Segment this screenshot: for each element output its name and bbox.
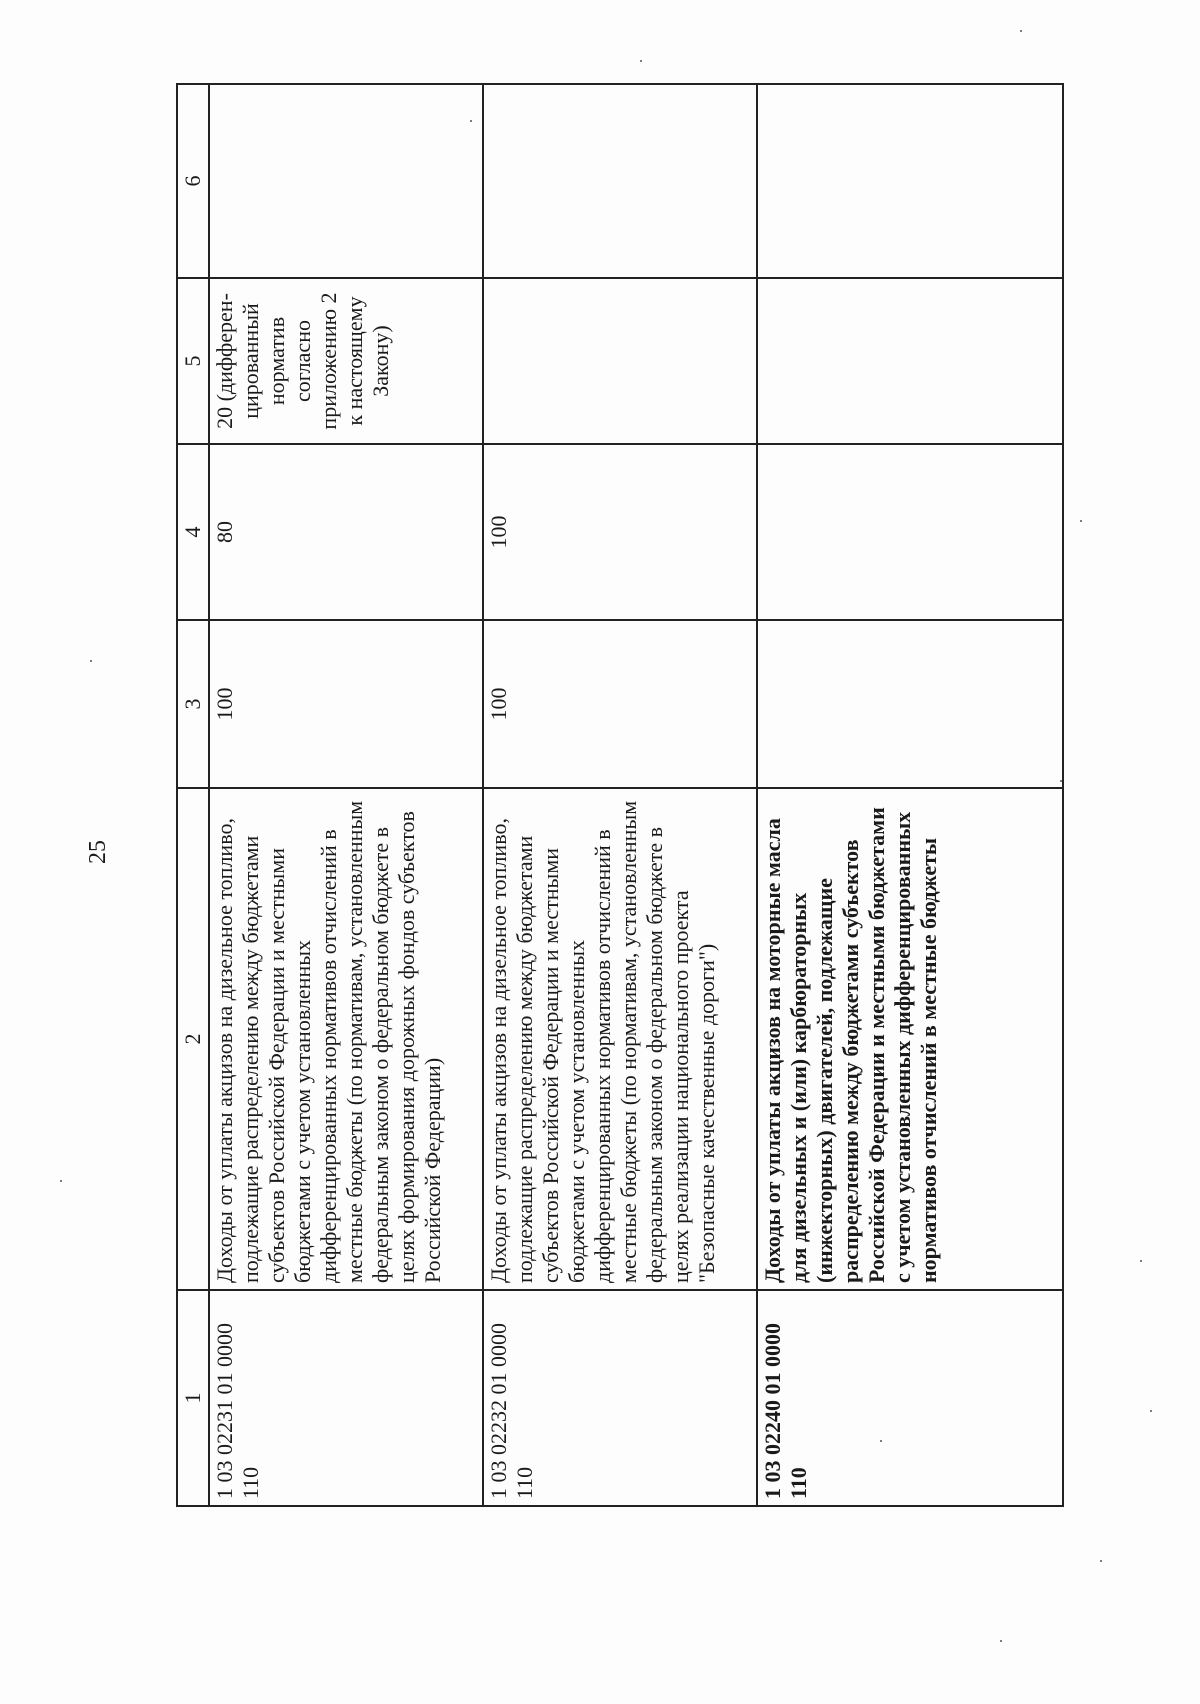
header-col-6: 6 [177,84,209,278]
scan-speck [60,1180,62,1182]
scan-speck [880,1440,882,1442]
row-col5-value [757,278,1063,444]
header-col-4: 4 [177,444,209,620]
row-col5-value: 20 (дифферен-цированный норматив согласно приложению 2 к настоящему Закону) [209,278,483,444]
row-code: 1 03 02232 01 0000 110 [483,1290,757,1506]
scan-speck [470,120,472,122]
row-col6-value [757,84,1063,278]
row-col4-value: 80 [209,444,483,620]
scan-speck [1020,30,1022,32]
scan-speck [1060,780,1062,782]
row-code: 1 03 02231 01 0000 110 [209,1290,483,1506]
row-description: Доходы от уплаты акцизов на дизельное топливо, подлежащие распределению между бюджетами субъектов Российской Федерации и местными бюджетами с учетом установленных дифференцированных нормативов отчислений в местные бюджеты (по нормативам, установленным федеральным законом о федеральном бюджете в целях формирования дорожных фондов субъектов Российской Федерации) [209,788,483,1290]
row-col5-value [483,278,757,444]
row-col3-value [757,620,1063,788]
row-col4-value: 100 [483,444,757,620]
scan-speck [1080,520,1082,522]
scan-speck [1100,1560,1102,1562]
scan-speck [640,60,642,62]
scan-speck [90,660,92,662]
row-code: 1 03 02240 01 0000 110 [757,1290,1063,1506]
row-col3-value: 100 [209,620,483,788]
scan-speck [1000,1640,1002,1642]
rotated-table-container [176,85,1086,1507]
header-col-3: 3 [177,620,209,788]
table-row [483,84,757,1506]
row-col6-value [483,84,757,278]
header-col-1: 1 [177,1290,209,1506]
budget-income-table [176,83,1064,1507]
scan-speck [1140,1260,1142,1262]
page-number: 25 [85,840,111,864]
row-col3-value: 100 [483,620,757,788]
row-col4-value [757,444,1063,620]
header-col-2: 2 [177,788,209,1290]
row-col6-value [209,84,483,278]
row-description: Доходы от уплаты акцизов на дизельное топливо, подлежащие распределению между бюджетами субъектов Российской Федерации и местными бюджетами с учетом установленных дифференцированных нормативов отчислений в местные бюджеты (по нормативам, установленным федеральным законом о федеральном бюджете в целях реализации национального проекта "Безопасные качественные дороги") [483,788,757,1290]
table-row [209,84,483,1506]
header-col-5: 5 [177,278,209,444]
row-description: Доходы от уплаты акцизов на моторные масла для дизельных и (или) карбюраторных (инжекторных) двигателей, подлежащие распределению между бюджетами субъектов Российской Федерации и местными бюджетами с учетом установленных дифференцированных нормативов отчислений в местные бюджеты [757,788,1063,1290]
scan-speck [1150,1410,1152,1412]
table-row [757,84,1063,1506]
table-header-row [177,84,209,1506]
